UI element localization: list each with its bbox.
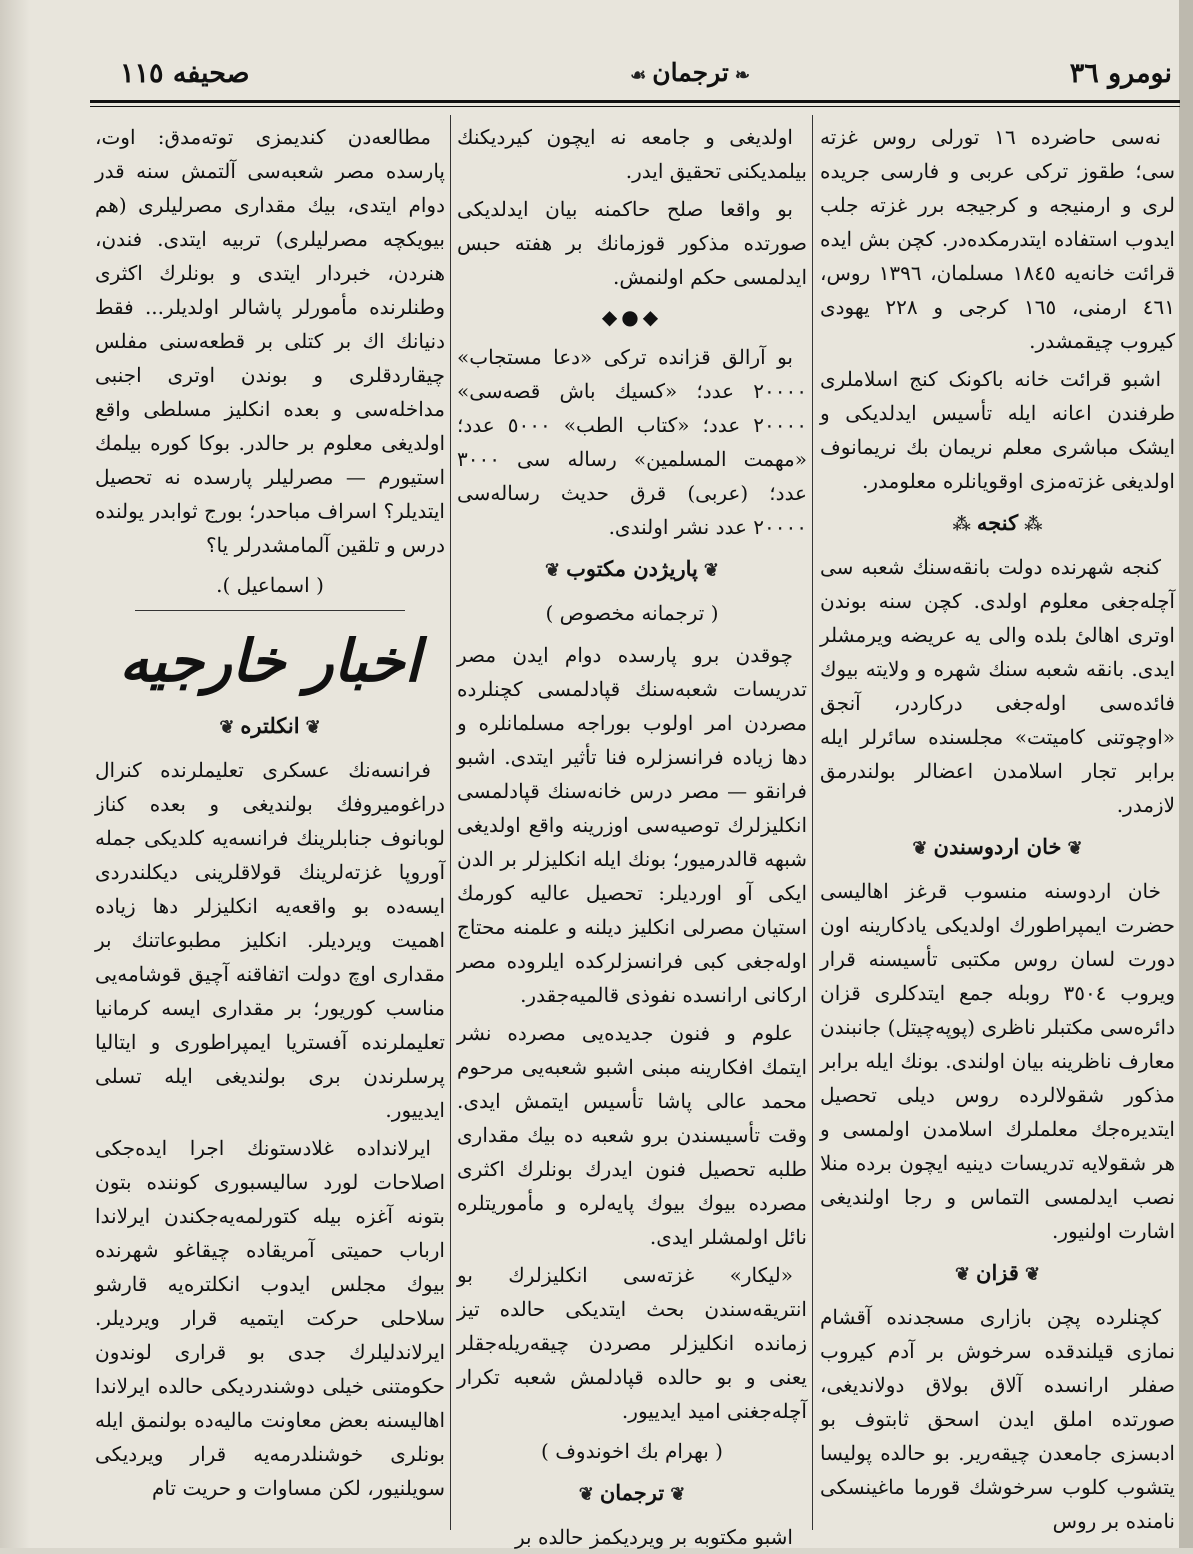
- ornament-icon: ❦: [670, 1484, 686, 1505]
- ornament-icon: ❦: [578, 1484, 594, 1505]
- author-signature: ( بهرام بك اخوندوف ): [541, 1439, 723, 1463]
- header-rule-thin: [90, 106, 1180, 107]
- ornament-icon: ❦: [219, 717, 235, 738]
- section-masthead: اخبار خارجیه: [119, 627, 421, 695]
- paragraph: اولدیغی و جامعه نه ایچون کیردیکنك بیلمدیکنی تحقیق ایدر.: [457, 125, 807, 183]
- paragraph: علوم و فنون جدیده‌یی مصرده نشر ایتمك افکارینه مبنی اشبو شعبه‌یی مرحوم محمد عالی پاشا تأسیس ایتمش ایدی. وقت تأسیسندن برو شعبه ده بیك مقداری طلبه تحصیل فنون ایدرك بونلرك اکثری مصرده بیوك بیوك پایەلره و مأموریتلره نائل اولمشلر ایدی.: [457, 1021, 807, 1249]
- section-heading: [457, 1476, 807, 1512]
- newspaper-title: [570, 58, 810, 87]
- column-middle: [457, 120, 807, 1549]
- section-heading-text: قزان: [976, 1260, 1019, 1285]
- ornament-icon: ❦: [703, 560, 719, 581]
- paragraph: اشبو مکتوبه بر ویردیکمز حالده بر: [515, 1525, 793, 1549]
- column-divider: [812, 115, 813, 1530]
- column-divider: [450, 115, 451, 1530]
- paragraph: اشبو قرائت خانه باکونک کنج اسلاملری طرفندن اعانه ایله تأسیس ایدلدیکی و ایشک مباشری معلم نریمان بك نریمانوف اولدیغی غزته‌مزی اوقویانلره معلومدر.: [820, 367, 1175, 493]
- paragraph: فرانسەنك عسکری تعلیملرنده کنرال دراغومیروفك بولندیغی و بعده کناز لوبانوف جنابلرینك فرانسەیه کلدیکی جمله آوروپا غزته‌لرینك قولاقلرینی دیکلندردی ایسه‌ده بو واقعه‌یه انکلیزلر دها زیاده اهمیت ویردیلر. انکلیز مطبوعاتنك بر مقداری اوچ دولت اتفاقنه آچیق قوشامەیی مناسب کوریور؛ بر مقداری ایسه کرمانیا تعلیملرنده آفستریا ایمپراطوری و ایتالیا پرسلرندن بری بولندیغی ایله تسلی ایدییور.: [95, 758, 445, 1122]
- section-heading: [95, 709, 445, 745]
- page-header: [90, 58, 1180, 98]
- section-heading: [457, 552, 807, 588]
- ornament-icon: ☙: [630, 65, 647, 86]
- ornament-icon: ❦: [545, 560, 561, 581]
- column-left: [95, 120, 445, 1530]
- paragraph: ایرلانداده غلادستونك اجرا ایده‌جکی اصلاحات لورد سالیسبوری کوننده بتون بتونه آغزه بیله کتورلمەیه‌جکندن ایرلاندا ارباب حمیتی آمریقاده چیقاغو شهرنده بیوك مجلس ایدوب انکلتره‌یه قارشو سلاحلی حرکت ایتمیه قرار ویردیلر. ایرلاندلیلرك جدی بو قراری لوندون حکومتنی خیلی دوشندردیکی حالده ایرلاندا اهالیسنه بعض معاونت مالیەده بولنمق ایله بونلری خوشنلدرمەیه قرار ویردیکی سویلنیور، لکن مساوات و حریت تام: [95, 1136, 445, 1500]
- section-heading: [820, 830, 1175, 866]
- divider-rule: [135, 610, 405, 611]
- ornament-icon: ❦: [1024, 1264, 1041, 1285]
- paragraph: کنجه شهرنده دولت بانقه‌سنك شعبه سی آچلەجغی معلوم اولدی. کچن سنه بوندن اوتری اهالیٔ بلده والی یه عریضه ویرمشلر ایدی. بانقه شعبه سنك شهره و ولایته بیوك فائده‌سی اولەجغی درکاردر، آنجق «اوچوتنی کامیتت» مجلسنده سائرلر ایله برابر تجار اسلامدن اعضالر بولندرمق لازمدر.: [820, 555, 1175, 817]
- section-heading: [820, 506, 1175, 542]
- paragraph: بو آرالق قزانده ترکی «دعا مستجاب» ٢٠٠٠٠ عدد؛ «کسیك باش قصه‌سی» ٢٠٠٠٠ عدد؛ «کتاب الطب» ٥٠٠٠ عدد؛ «مهمت المسلمین» رساله سی ٣٠٠٠ عدد؛ (عربی) قرق حدیث رساله‌سی ٢٠٠٠٠ عدد نشر اولندی.: [457, 345, 807, 539]
- author-signature: ( اسماعیل ).: [216, 573, 324, 597]
- ornament-icon: ⁂: [952, 514, 971, 535]
- section-heading-text: کنجه: [976, 510, 1019, 535]
- section-heading-text: انکلتره: [240, 713, 300, 738]
- section-heading-text: پاریژدن مکتوب: [566, 556, 698, 581]
- ornament-icon: ❦: [305, 717, 321, 738]
- issue-number: نومرو ٣٦: [1069, 58, 1172, 89]
- section-heading-text: خان اردوسندن: [933, 834, 1062, 859]
- ornament-icon: ❧: [734, 65, 750, 86]
- paragraph: کچنلرده پچن بازاری مسجدنده آقشام نمازی قیلندقده سرخوش بر آدم کیروب صفلر ارانسده آلاق بولاق دولاندیغی، صورتده املق ایدن اسحق ثابتوف بو ادبسزی جامعدن چیقەریر. بو حالده پولیسا یتشوب کلوب سرخوشك قورما ماغینسکی نامنده بر روس: [820, 1305, 1175, 1533]
- section-heading-text: ترجمان: [599, 1480, 665, 1505]
- column-right: [820, 120, 1175, 1533]
- paragraph: «لیکار» غزته‌سی انکلیزلرك بو انتریقه‌سندن بحث ایتدیکی حالده تیز زمانده انکلیزلر مصردن چیقەریله‌جقلر یعنی و بو حالده قپادلمش شعبه تکرار آچلەجغنی امید ایدییور.: [457, 1263, 807, 1423]
- paragraph: بو واقعا صلح حاکمنه بیان ایدلدیکی صورتده مذکور قوزمانك بر هفته حبس ایدلمسی حکم اولنمش.: [457, 197, 807, 289]
- paragraph: خان اردوسنه منسوب قرغز اهالیسی حضرت ایمپراطورك اولدیکی یادکارینه اون دورت لسان روس مکتبی تأسیسنه قرار ویروب ٣٥٠٤ روبله جمع ایتدکلری قزان دائره‌سی مکتبلر ناظری (پوپەچیتل) جانبندن معارف ناظرینه بیان اولندی. بونك ایله برابر مذکور شقولالرده روس دیلی تحصیل ایتدیره‌جك معلملرك اسلامدن اولمسی و هر شقولایه تدریسات دینیه ایچون برده منلا نصب ایدلمسی التماس و رجا اولندیغی اشارت اولنیور.: [820, 879, 1175, 1243]
- ornament-icon: ❦: [912, 838, 928, 859]
- ornament-icon: ❦: [954, 1264, 971, 1285]
- section-subheading: ( ترجمانه مخصوص ): [545, 601, 719, 625]
- paragraph: چوقدن برو پارسده دوام ایدن مصر تدریسات شعبه‌سنك قپادلمسی کچنلرده مصردن امر اولوب بوراجه مسلمانلره و دها زیاده فرانسزلره فنا تأثیر ایتدی. اشبو فرانقو — مصر درس خانه‌سنك قپادلمسی انکلیزلرك توصیه‌سی اوزرینه واقع اولدیغی شبهه قالدرمیور؛ بونك ایله انکلیزلر بر الدن ایکی آو اوردیلر: تحصیل عالیه کورمك استیان مصرلی انکلیز دیلنه و علمنه محتاج اولەجغی کبی فرانسزلرکده ایلروده مصر ارکانی ارانسده نفوذی قالمیەجقدر.: [457, 643, 807, 1007]
- paragraph: مطالعەدن کندیمزی توتەمدق: اوت، پارسده مصر شعبه‌سی آلتمش سنه قدر دوام ایتدی، بیك مقداری مصرلیلری (هم بیویکچه مصرلیلری) تربیه ایتدی. فندن، هنردن، خبردار ایتدی و بونلرك اکثری وطنلرنده مأمورلر پاشالر اولدیلر... فقط دنیانك اك بر کتلی بر قطعه‌سنی مفلس چیقاردقلری و بوندن اوتری اجنبی مداخله‌سی و بعده انکلیز مسلطی واقع اولدیغی معلوم بر حالدر. بوکا کوره بیلمك استیورم — مصرلیلر پارسده نه تحصیل ایتدیلر؟ اسراف مباحدر؛ بورج ثوابدر یولنده درس و تلقین آلمامشدرلر یا؟: [95, 125, 445, 557]
- page-number: صحیفه ١١٥: [120, 58, 250, 89]
- separator-ornament: ◆●◆: [601, 305, 663, 329]
- page-binding-edge: [1179, 0, 1193, 1548]
- page-left-edge: [0, 0, 30, 1548]
- ornament-icon: ⁂: [1024, 514, 1043, 535]
- header-rule: [90, 100, 1180, 103]
- section-heading: [820, 1256, 1175, 1292]
- title-text: ترجمان: [652, 58, 729, 87]
- ornament-icon: ❦: [1067, 838, 1083, 859]
- paragraph: نەسی حاضرده ١٦ تورلی روس غزته سی؛ طقوز ترکی عربی و فارسی جریده لری و ارمنیجه و کرجیجه برر غزته جلب ایدوب استفاده ایتدرمکده‌در. کچن بش ایده قرائت خانه‌یه ١٨٤٥ مسلمان، ١٣٩٦ روس، ٤٦١ ارمنی، ١٦٥ کرجی و ٢٢٨ یهودی کیروب چیقمشدر.: [820, 125, 1175, 353]
